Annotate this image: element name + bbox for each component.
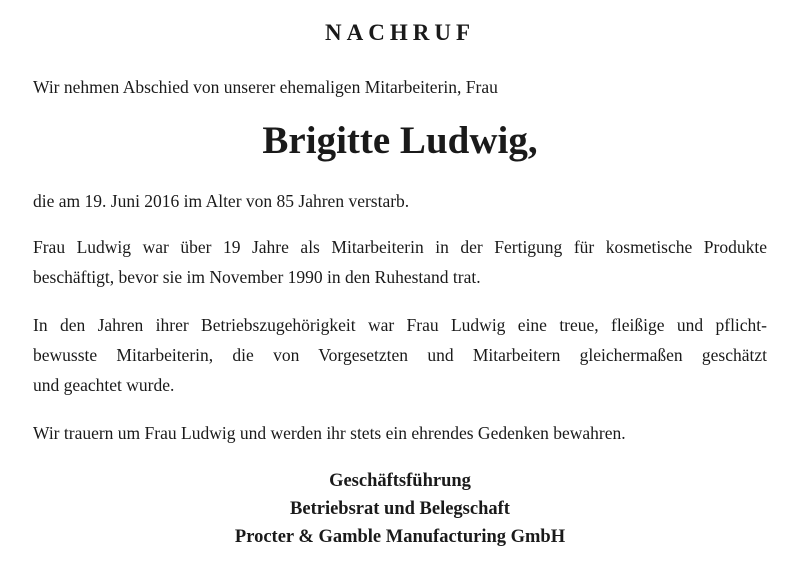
paragraph-line: In den Jahren ihrer Betriebszugehörigkeit war Frau Ludwig eine treue, fleißige und pflicht-	[33, 315, 767, 335]
notice-title: NACHRUF	[325, 20, 475, 45]
death-statement: die am 19. Juni 2016 im Alter von 85 Jahren verstarb.	[33, 191, 410, 211]
signature-works-council: Betriebsrat und Belegschaft	[290, 499, 510, 519]
intro-text: Wir nehmen Abschied von unserer ehemaligen Mitarbeiterin, Frau	[33, 77, 498, 97]
paragraph-line: bewusste Mitarbeiterin, die von Vorgesetzten und Mitarbeitern gleichermaßen geschätzt	[33, 345, 767, 365]
paragraph-line: und geachtet wurde.	[33, 375, 175, 395]
paragraph-line: beschäftigt, bevor sie im November 1990 in den Ruhestand trat.	[33, 267, 481, 287]
signature-company: Procter & Gamble Manufacturing GmbH	[234, 527, 566, 547]
signature-block	[0, 467, 800, 551]
paragraph-line: Frau Ludwig war über 19 Jahre als Mitarbeiterin in der Fertigung für kosmetische Produkte	[33, 237, 767, 257]
paragraph-line: Wir trauern um Frau Ludwig und werden ihr stets ein ehrendes Gedenken bewahren.	[33, 423, 626, 443]
career-paragraph	[33, 232, 767, 292]
tribute-paragraph	[33, 310, 767, 400]
deceased-name: Brigitte Ludwig,	[262, 119, 538, 162]
signature-management: Geschäftsführung	[329, 471, 471, 491]
mourning-paragraph	[33, 418, 626, 448]
